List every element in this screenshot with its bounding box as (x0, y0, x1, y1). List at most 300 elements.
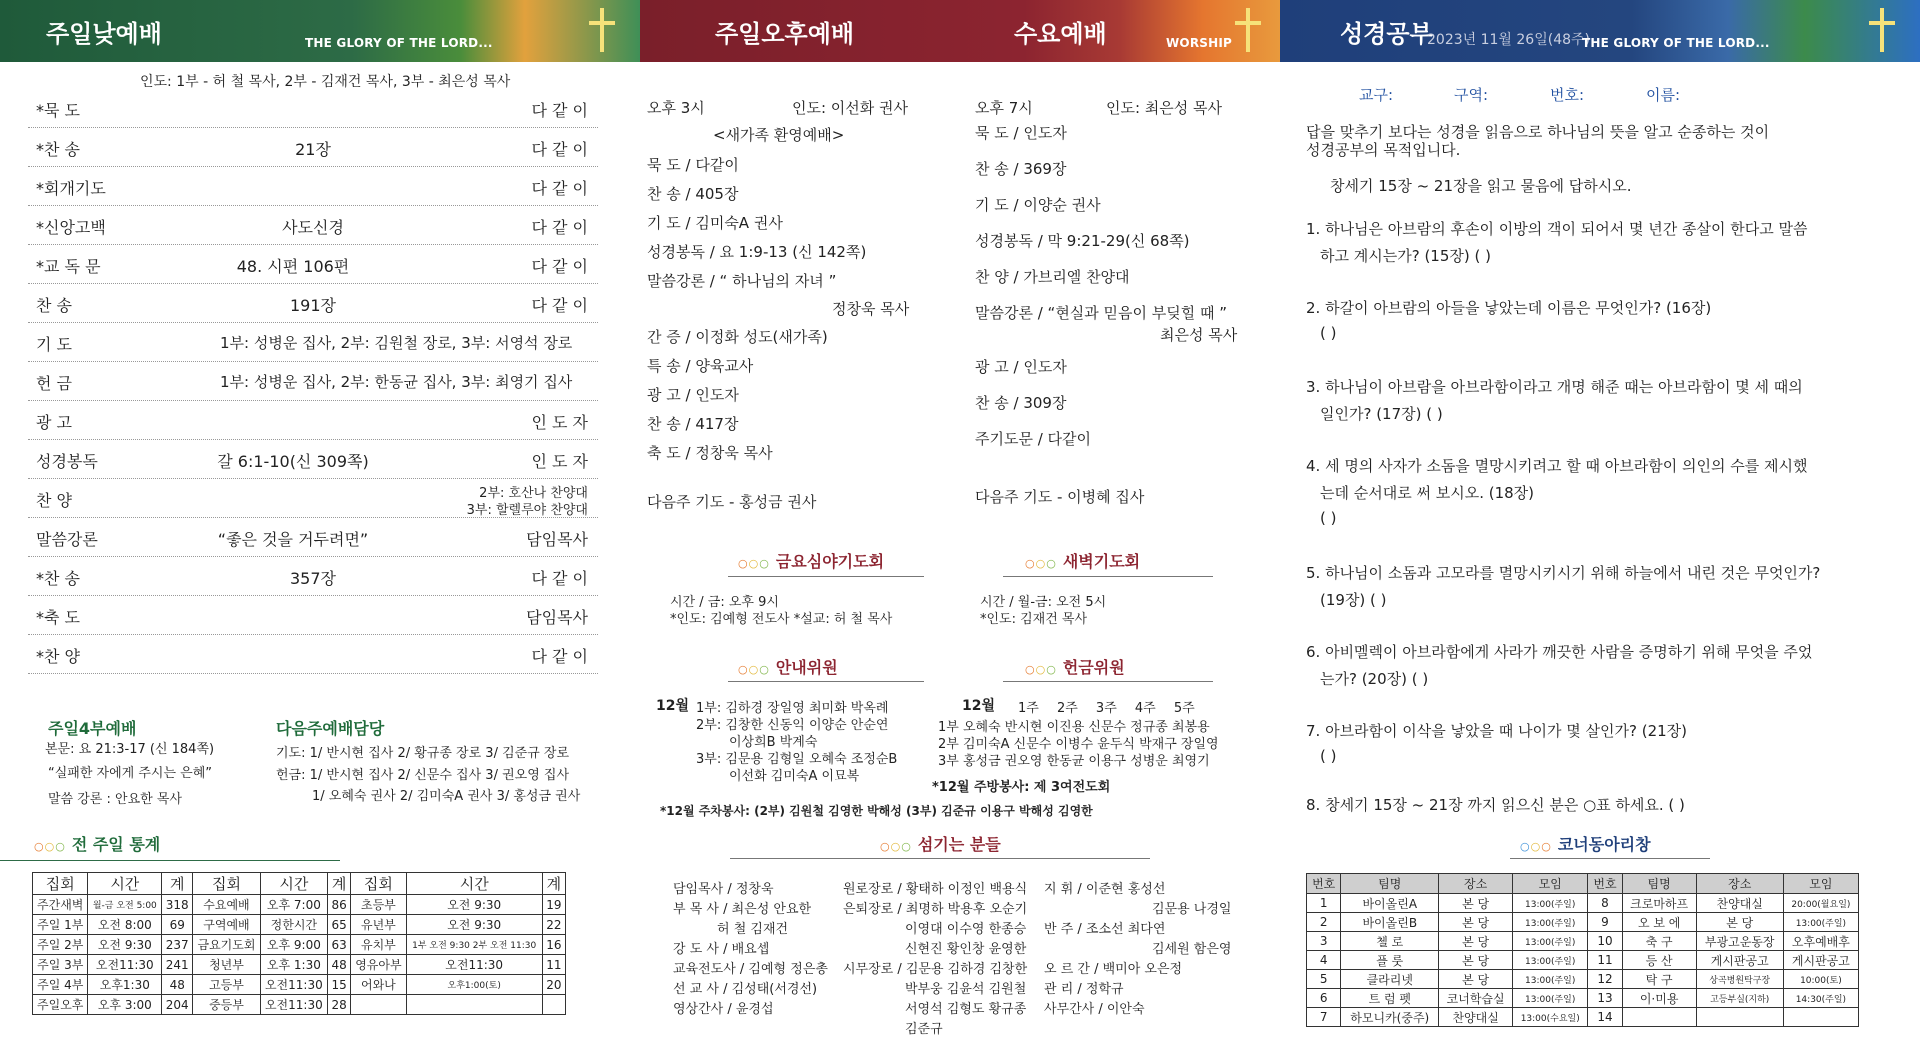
order-row (28, 519, 598, 557)
offering-rule (1003, 681, 1213, 682)
order-item: 기 도 (36, 335, 72, 354)
stats-cell: 20 (542, 975, 565, 995)
stats-cell: 오전11:30 (260, 975, 327, 995)
next-week-offering-2: 1/ 오혜숙 권사 2/ 김미숙A 권사 3/ 홍성금 권사 (312, 789, 581, 804)
friday-title: ○○○ 금요심야기도회 (738, 552, 885, 571)
order-line: 말씀강론 / “ 하나님의 자녀 ” (647, 272, 837, 290)
order-row (28, 207, 598, 245)
order-line: 성경봉독 / 막 9:21-29(신 68쪽) (975, 232, 1190, 250)
usher-line: 이선화 김미숙A 이묘복 (729, 769, 860, 784)
next-week-title: 다음주예배담당 (276, 719, 385, 738)
friday-leaders: *인도: 김예형 전도사 *설교: 허 철 목사 (670, 612, 893, 627)
order-detail: 1부: 성병운 집사, 2부: 한동균 집사, 3부: 최영기 집사 (220, 373, 573, 391)
dots-icon: ○○○ (1025, 557, 1057, 570)
servant-line: 강 도 사 / 배요셉 (673, 942, 770, 957)
corner-rule (1510, 858, 1710, 859)
stats-cell: 주일 2부 (33, 935, 88, 955)
stats-cell: 16 (542, 935, 565, 955)
dots-icon: ○○○ (34, 840, 66, 853)
order-detail: 21장 (295, 140, 331, 159)
corner-cell: 13 (1588, 989, 1622, 1008)
order-item: *찬 송 (36, 569, 80, 588)
order-leader: 다 같 이 (531, 569, 588, 588)
servants-rule (730, 858, 1150, 859)
servant-line: 이영대 이수영 한종승 (905, 922, 1027, 937)
order-leader: 2부: 호산나 찬양대 (479, 486, 588, 501)
order-item: *찬 양 (36, 647, 80, 666)
study-label: 구역: (1454, 86, 1489, 104)
corner-header: 모임 (1513, 874, 1588, 894)
stats-cell: 오전11:30 (88, 955, 162, 975)
corner-cell: 2 (1307, 913, 1341, 932)
order-line: 주기도문 / 다같이 (975, 430, 1092, 448)
offering-weeks: 1주 2주 3주 4주 5주 (1018, 701, 1195, 716)
dots-icon: ○○○ (1025, 663, 1057, 676)
stats-cell: 청년부 (193, 955, 260, 975)
order-item: *신앙고백 (36, 218, 106, 237)
dots-icon: ○○○ (880, 840, 912, 853)
stats-cell: 오전 8:00 (88, 915, 162, 935)
friday-rule (728, 576, 924, 577)
study-intro-2: 성경공부의 목적입니다. (1306, 141, 1461, 159)
question-line: 7. 아브라함이 이삭을 낳았을 때 나이가 몇 살인가? (21장) (1306, 722, 1688, 740)
corner-cell (1622, 1008, 1696, 1027)
stats-cell (406, 995, 542, 1015)
corner-cell: 찬양대실 (1439, 1008, 1513, 1027)
question-line: 하고 계시는가? (15장) ( ) (1320, 247, 1491, 265)
kitchen-service: *12월 주방봉사: 제 3여전도회 (932, 780, 1111, 795)
servant-line: 부 목 사 / 최은성 안요한 (673, 902, 812, 917)
corner-cell: 상곡병원탁구장 (1696, 970, 1783, 989)
corner-cell: 13:00(주일) (1513, 970, 1588, 989)
wednesday-next-prayer: 다음주 기도 - 이병혜 집사 (975, 488, 1145, 506)
question-line: 5. 하나님이 소돔과 고모라를 멸망시키시기 위해 하늘에서 내린 것은 무엇인가? (1306, 564, 1821, 582)
order-row (28, 324, 598, 362)
cross-icon (600, 8, 604, 52)
order-leader: 인 도 자 (531, 413, 588, 432)
stats-header: 집회 (193, 873, 260, 895)
servant-line: 관 리 / 정학규 (1044, 982, 1124, 997)
corner-cell: 첼 로 (1341, 932, 1439, 951)
corner-header: 팀명 (1341, 874, 1439, 894)
stats-header: 시간 (260, 873, 327, 895)
study-label: 번호: (1550, 86, 1585, 104)
order-line: 찬 송 / 417장 (647, 415, 739, 433)
order-line: 찬 양 / 가브리엘 찬양대 (975, 268, 1130, 286)
corner-cell: 본 당 (1696, 913, 1783, 932)
stats-header: 계 (162, 873, 193, 895)
servants-title: ○○○ 섬기는 분들 (880, 835, 1001, 854)
dawn-leader: *인도: 김재건 목사 (980, 612, 1088, 627)
corner-header: 번호 (1307, 874, 1341, 894)
servant-line: 사무간사 / 이안숙 (1044, 1002, 1145, 1017)
stats-cell: 15 (328, 975, 351, 995)
stats-cell: 유치부 (351, 935, 406, 955)
stats-cell: 318 (162, 895, 193, 915)
corner-cell (1696, 1008, 1783, 1027)
stats-cell: 정한시간 (260, 915, 327, 935)
stats-cell: 1부 오전 9:30 2부 오전 11:30 (406, 935, 542, 955)
corner-cell: 본 당 (1439, 894, 1513, 913)
stats-title: ○○○ 전 주일 통계 (34, 835, 161, 854)
servant-line: 담임목사 / 정창욱 (673, 882, 774, 897)
dots-icon: ○○○ (738, 663, 770, 676)
stats-cell: 오후 7:00 (260, 895, 327, 915)
stats-header: 집회 (33, 873, 88, 895)
afternoon-title: 주일오후예배 (715, 20, 855, 48)
corner-cell: 플 룻 (1341, 951, 1439, 970)
corner-table (1306, 873, 1859, 1027)
morning-title: 주일낮예배 (46, 20, 162, 48)
afternoon-leader: 인도: 이선화 권사 (792, 99, 909, 117)
corner-cell: 14:30(주일) (1783, 989, 1858, 1008)
question-line: 는데 순서대로 써 보시오. (18장) (1320, 484, 1535, 502)
order-leader: 다 같 이 (531, 257, 588, 276)
corner-cell: 부광고운동장 (1696, 932, 1783, 951)
study-date: 2023년 11월 26일(48주) (1427, 32, 1590, 48)
question-line: ( ) (1320, 509, 1337, 527)
stats-cell: 구역예배 (193, 915, 260, 935)
worship-subtitle: WORSHIP (1166, 36, 1233, 50)
order-item: *회개기도 (36, 179, 106, 198)
corner-cell: 본 당 (1439, 951, 1513, 970)
corner-cell: 9 (1588, 913, 1622, 932)
order-leader: 다 같 이 (531, 101, 588, 120)
corner-header: 장소 (1696, 874, 1783, 894)
stats-cell: 28 (328, 995, 351, 1015)
corner-cell: 13:00(주일) (1513, 989, 1588, 1008)
order-item: *교 독 문 (36, 257, 101, 276)
order-row (28, 636, 598, 674)
order-row (28, 129, 598, 167)
wednesday-leader: 인도: 최은성 목사 (1106, 99, 1223, 117)
servant-line: 허 철 김재건 (717, 922, 789, 937)
order-line: 기 도 / 김미숙A 권사 (647, 214, 783, 232)
question-line: 6. 아비멜렉이 아브라함에게 사라가 깨끗한 사람을 증명하기 위해 무엇을 주었 (1306, 643, 1813, 661)
stats-cell: 오전 9:30 (88, 935, 162, 955)
order-line: 특 송 / 양육교사 (647, 357, 754, 375)
order-detail: 1부: 성병운 집사, 2부: 김원철 장로, 3부: 서영석 장로 (220, 334, 573, 352)
question-line: ( ) (1320, 747, 1337, 765)
stats-header: 시간 (88, 873, 162, 895)
stats-cell: 금요기도회 (193, 935, 260, 955)
order-detail: 48. 시편 106편 (236, 257, 350, 276)
study-subtitle: THE GLORY OF THE LORD... (1582, 36, 1770, 50)
stats-cell: 주간새벽 (33, 895, 88, 915)
order-line: 기 도 / 이양순 권사 (975, 196, 1101, 214)
stats-cell: 오후 9:00 (260, 935, 327, 955)
fourth-service-preacher: 말씀 강론 : 안요한 목사 (48, 792, 182, 807)
order-line: 광 고 / 인도자 (647, 386, 739, 404)
stats-table (32, 872, 566, 1015)
stats-cell: 48 (328, 955, 351, 975)
order-line: 묵 도 / 인도자 (975, 124, 1067, 142)
stats-cell: 204 (162, 995, 193, 1015)
parking-service: *12월 주차봉사: (2부) 김원철 김영한 박해성 (3부) 김준규 이용구 박해성 김영한 (660, 804, 1093, 818)
study-label: 이름: (1646, 86, 1681, 104)
dawn-rule (1003, 576, 1213, 577)
stats-row (33, 895, 566, 915)
order-line: 찬 송 / 405장 (647, 185, 739, 203)
corner-row (1307, 989, 1859, 1008)
study-title: 성경공부 (1340, 20, 1433, 48)
corner-cell: 1 (1307, 894, 1341, 913)
offering-committee-title: ○○○ 헌금위원 (1025, 658, 1125, 677)
order-line: 축 도 / 정창욱 목사 (647, 444, 773, 462)
order-leader-2: 3부: 할렐루야 찬양대 (466, 503, 588, 518)
stats-cell: 고등부 (193, 975, 260, 995)
corner-cell: 본 당 (1439, 932, 1513, 951)
order-item: 헌 금 (36, 374, 72, 393)
question-line: 는가? (20장) ( ) (1320, 670, 1429, 688)
study-intro-1: 답을 맞추기 보다는 성경을 읽음으로 하나님의 뜻을 알고 순종하는 것이 (1306, 123, 1770, 141)
order-detail: “좋은 것을 거두려면” (217, 530, 369, 549)
corner-header: 장소 (1439, 874, 1513, 894)
stats-cell: 주일 4부 (33, 975, 88, 995)
corner-cell: 6 (1307, 989, 1341, 1008)
stats-cell: 22 (542, 915, 565, 935)
order-item: *찬 송 (36, 140, 80, 159)
order-line: 찬 송 / 369장 (975, 160, 1067, 178)
corner-cell: 탁 구 (1622, 970, 1696, 989)
study-instruction: 창세기 15장 ~ 21장을 읽고 물음에 답하시오. (1330, 177, 1632, 195)
order-line: 말씀강론 / “현실과 믿음이 부딪힐 때 ” (975, 304, 1228, 322)
stats-cell: 69 (162, 915, 193, 935)
servant-line: 김세원 함은영 (1152, 942, 1232, 957)
order-row (28, 285, 598, 323)
corner-row (1307, 932, 1859, 951)
corner-cell: 13:00(주일) (1513, 894, 1588, 913)
stats-cell (542, 995, 565, 1015)
order-line: 성경봉독 / 요 1:9-13 (신 142쪽) (647, 243, 867, 261)
order-leader: 담임목사 (526, 530, 588, 549)
order-row (28, 558, 598, 596)
ushers-rule (728, 681, 924, 682)
stats-cell: 어와나 (351, 975, 406, 995)
corner-cell: 하모니카(중주) (1341, 1008, 1439, 1027)
friday-time: 시간 / 금: 오후 9시 (670, 595, 779, 610)
afternoon-time: 오후 3시 (647, 99, 705, 117)
corner-cell: 12 (1588, 970, 1622, 989)
order-leader: 다 같 이 (531, 296, 588, 315)
usher-line: 1부: 김하경 장일영 최미화 박옥례 (696, 701, 889, 716)
order-leader: 다 같 이 (531, 218, 588, 237)
servant-line: 은퇴장로 / 최명하 박용후 오순기 (843, 902, 1028, 917)
corner-cell: 8 (1588, 894, 1622, 913)
header-study (1280, 0, 1920, 62)
morning-subtitle: THE GLORY OF THE LORD... (305, 36, 493, 50)
stats-cell: 오후1:00(토) (406, 975, 542, 995)
order-row (28, 246, 598, 284)
servant-line: 김준규 (905, 1022, 943, 1037)
usher-line: 2부: 김창한 신동익 이양순 안순연 (696, 718, 889, 733)
order-leader: 다 같 이 (531, 647, 588, 666)
stats-cell: 오후 3:00 (88, 995, 162, 1015)
stats-cell: 65 (328, 915, 351, 935)
fourth-service-text: 본문: 요 21:3-17 (신 184쪽) (45, 742, 215, 757)
stats-cell: 주일 1부 (33, 915, 88, 935)
order-leader: 다 같 이 (531, 179, 588, 198)
stats-cell: 11 (542, 955, 565, 975)
ushers-month: 12월 (656, 698, 690, 714)
study-label: 교구: (1359, 86, 1394, 104)
corner-cell: 본 당 (1439, 913, 1513, 932)
corner-cell: 축 구 (1622, 932, 1696, 951)
wednesday-time: 오후 7시 (975, 99, 1033, 117)
order-item: 찬 양 (36, 491, 72, 510)
fourth-service-sermon: “실패한 자에게 주시는 은혜” (48, 766, 213, 781)
offering-line: 3부 홍성금 권오영 한동균 이용구 성병운 최영기 (938, 754, 1210, 769)
stats-cell: 오전11:30 (406, 955, 542, 975)
stats-row (33, 915, 566, 935)
corner-cell: 게시판공고 (1696, 951, 1783, 970)
corner-cell: 13:00(주일) (1783, 913, 1858, 932)
afternoon-next-prayer: 다음주 기도 - 홍성금 권사 (647, 493, 817, 511)
stats-cell (351, 995, 406, 1015)
servant-line: 영상간사 / 윤경섭 (673, 1002, 774, 1017)
corner-cell (1783, 1008, 1858, 1027)
order-detail: 갈 6:1-10(신 309쪽) (217, 452, 369, 471)
stats-cell: 63 (328, 935, 351, 955)
corner-row (1307, 913, 1859, 932)
dawn-title: ○○○ 새벽기도회 (1025, 552, 1141, 571)
servant-line: 신현진 황인창 윤영한 (905, 942, 1027, 957)
corner-cell: 트 럼 펫 (1341, 989, 1439, 1008)
order-row (28, 168, 598, 206)
stats-cell: 유년부 (351, 915, 406, 935)
question-line: 4. 세 명의 사자가 소돔을 멸망시키려고 할 때 아브라함이 의인의 수를 제시했 (1306, 457, 1808, 475)
stats-header: 계 (542, 873, 565, 895)
servant-line: 김문용 나경일 (1152, 902, 1232, 917)
stats-cell: 오전 9:30 (406, 915, 542, 935)
header-afternoon (640, 0, 1280, 62)
servant-line: 박부웅 김윤석 김원철 (905, 982, 1027, 997)
ushers-title: ○○○ 안내위원 (738, 658, 838, 677)
corner-row (1307, 970, 1859, 989)
dots-icon: ○○○ (1520, 840, 1552, 853)
stats-cell: 86 (328, 895, 351, 915)
corner-cell: 13:00(주일) (1513, 913, 1588, 932)
order-detail: 191장 (290, 296, 336, 315)
stats-cell: 월-금 오전 5:00 (88, 895, 162, 915)
stats-cell: 19 (542, 895, 565, 915)
dawn-time: 시간 / 월-금: 오전 5시 (980, 595, 1107, 610)
order-row (28, 480, 598, 518)
stats-cell: 주일 3부 (33, 955, 88, 975)
corner-cell: 크로마하프 (1622, 894, 1696, 913)
corner-cell: 13:00(수요일) (1513, 1008, 1588, 1027)
corner-cell: 고등부실(지하) (1696, 989, 1783, 1008)
order-line: 찬 송 / 309장 (975, 394, 1067, 412)
corner-cell: 게시판공고 (1783, 951, 1858, 970)
stats-row (33, 955, 566, 975)
corner-cell: 3 (1307, 932, 1341, 951)
usher-line: 이상희B 박계숙 (729, 735, 818, 750)
corner-header-row (1307, 874, 1859, 894)
corner-cell: 10 (1588, 932, 1622, 951)
dots-icon: ○○○ (738, 557, 770, 570)
corner-cell: 오후예배후 (1783, 932, 1858, 951)
offering-line: 1부 오혜숙 반시현 이진용 신문수 정규종 최봉용 (938, 720, 1210, 735)
servant-line: 지 휘 / 이준현 홍성선 (1044, 882, 1166, 897)
morning-leaders: 인도: 1부 - 허 철 목사, 2부 - 김재건 목사, 3부 - 최은성 목사 (140, 74, 511, 90)
corner-cell: 10:00(토) (1783, 970, 1858, 989)
corner-cell: 코너학습실 (1439, 989, 1513, 1008)
question-line: 1. 하나님은 아브람의 후손이 이방의 객이 되어서 몇 년간 종살이 한다고 말씀 (1306, 220, 1808, 238)
corner-cell: 7 (1307, 1008, 1341, 1027)
servant-line: 서영석 김형도 황규종 (905, 1002, 1027, 1017)
stats-row (33, 995, 566, 1015)
next-week-offering: 헌금: 1/ 반시현 집사 2/ 신문수 집사 3/ 권오영 집사 (276, 768, 570, 783)
order-row (28, 402, 598, 440)
question-line: 일인가? (17장) ( ) (1320, 405, 1443, 423)
corner-cell: 바이올린B (1341, 913, 1439, 932)
corner-cell: 4 (1307, 951, 1341, 970)
stats-header-row (33, 873, 566, 895)
corner-header: 팀명 (1622, 874, 1696, 894)
order-item: 광 고 (36, 413, 72, 432)
corner-cell: 5 (1307, 970, 1341, 989)
order-item: 찬 송 (36, 296, 72, 315)
servant-line: 시무장로 / 김문용 김하경 김창한 (843, 962, 1028, 977)
order-leader: 인 도 자 (531, 452, 588, 471)
servant-line: 원로장로 / 황태하 이정인 백용식 (843, 882, 1028, 897)
usher-line: 3부: 김문용 김형일 오혜숙 조정순B (696, 752, 898, 767)
order-leader: 담임목사 (526, 608, 588, 627)
offering-line: 2부 김미숙A 신문수 이병수 윤두식 박재구 장일영 (938, 737, 1219, 752)
afternoon-preacher: 정창욱 목사 (832, 300, 910, 318)
order-line: 묵 도 / 다같이 (647, 156, 739, 174)
corner-cell: 등 산 (1622, 951, 1696, 970)
order-item: 성경봉독 (36, 452, 98, 471)
stats-cell: 중등부 (193, 995, 260, 1015)
question-line: 3. 하나님이 아브람을 아브라함이라고 개명 해준 때는 아브라함이 몇 세 때의 (1306, 378, 1803, 396)
servant-line: 선 교 사 / 김성태(서경선) (673, 982, 818, 997)
order-detail: 사도신경 (282, 218, 344, 237)
wednesday-preacher: 최은성 목사 (1160, 326, 1238, 344)
corner-row (1307, 951, 1859, 970)
corner-cell: 이·미용 (1622, 989, 1696, 1008)
stats-header: 집회 (351, 873, 406, 895)
question-line: (19장) ( ) (1320, 591, 1387, 609)
order-item: 말씀강론 (36, 530, 98, 549)
corner-cell: 본 당 (1439, 970, 1513, 989)
cross-icon (1246, 8, 1250, 52)
stats-row (33, 935, 566, 955)
question-line: 2. 하갈이 아브람의 아들을 낳았는데 이름은 무엇인가? (16장) (1306, 299, 1712, 317)
servant-line: 교육전도사 / 김예형 정은총 (673, 962, 828, 977)
order-row (28, 597, 598, 635)
stats-cell: 수요예배 (193, 895, 260, 915)
order-row (28, 441, 598, 479)
stats-cell: 241 (162, 955, 193, 975)
corner-header: 번호 (1588, 874, 1622, 894)
corner-cell: 클라리넷 (1341, 970, 1439, 989)
stats-cell: 오후1:30 (88, 975, 162, 995)
stats-header: 시간 (406, 873, 542, 895)
stats-header: 계 (328, 873, 351, 895)
order-line: 광 고 / 인도자 (975, 358, 1067, 376)
offering-month: 12월 (962, 698, 996, 714)
corner-cell: 오 보 에 (1622, 913, 1696, 932)
servant-line: 오 르 간 / 백미아 오은정 (1044, 962, 1183, 977)
question-line: 8. 창세기 15장 ~ 21장 까지 읽으신 분은 ○표 하세요. ( ) (1306, 796, 1685, 814)
stats-cell: 오전 9:30 (406, 895, 542, 915)
wednesday-title: 수요예배 (1014, 20, 1107, 48)
corner-cell: 찬양대실 (1696, 894, 1783, 913)
corner-row (1307, 894, 1859, 913)
stats-cell: 영유아부 (351, 955, 406, 975)
